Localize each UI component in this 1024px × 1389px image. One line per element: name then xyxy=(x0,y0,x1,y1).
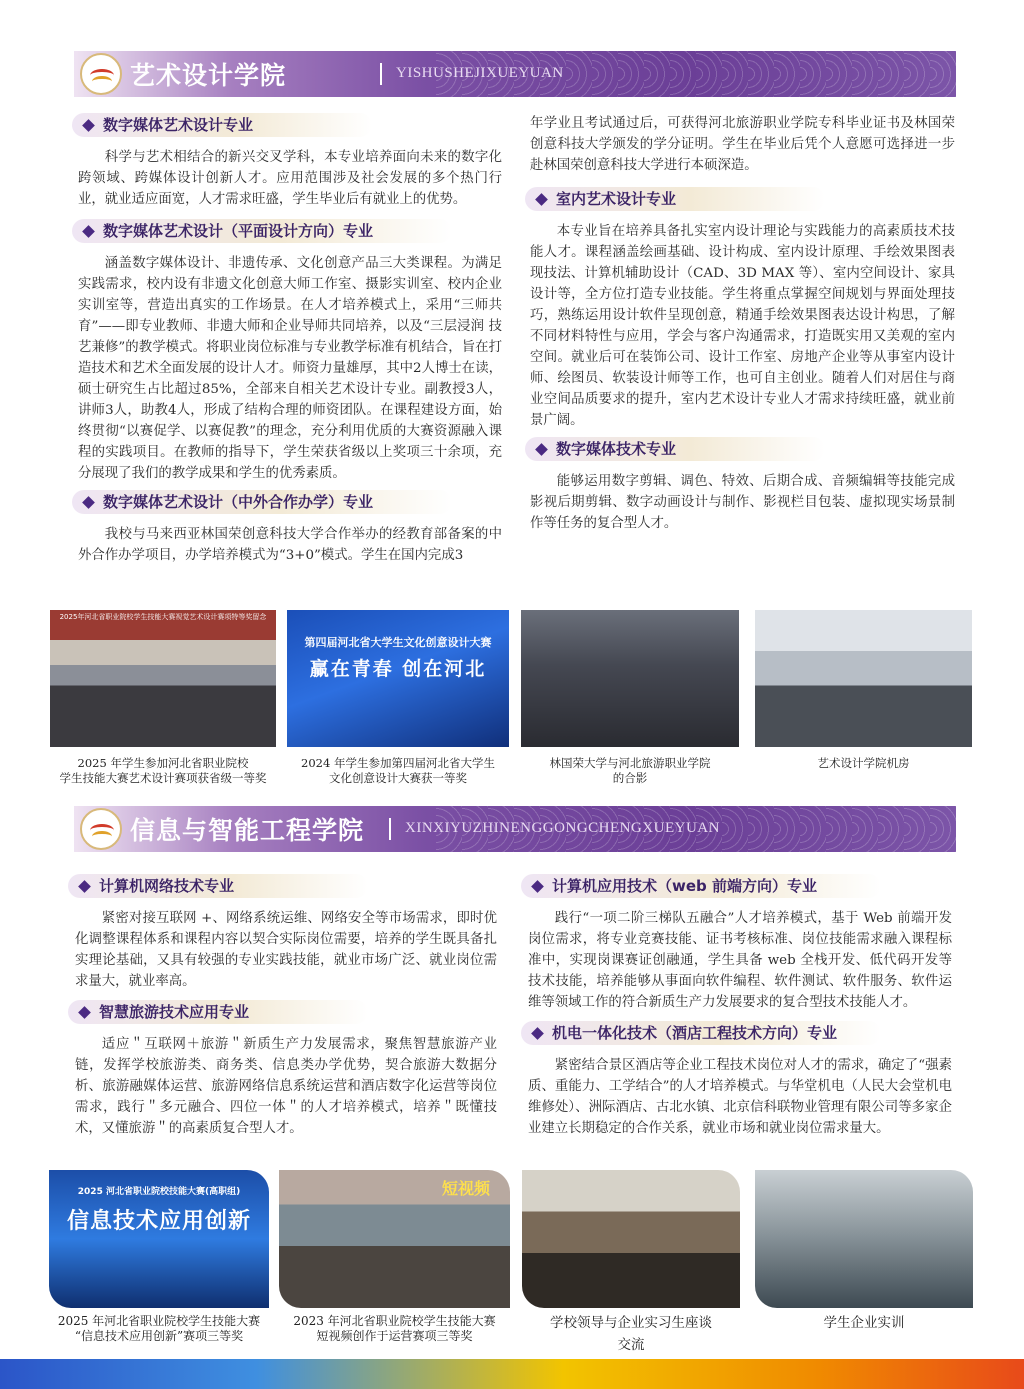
college-title: 信息与智能工程学院 xyxy=(130,816,365,845)
photo-caption: 艺术设计学院机房 xyxy=(817,756,910,770)
photo-caption: 2023 年河北省职业院校学生技能大赛 短视频创作于运营赛项三等奖 xyxy=(293,1314,496,1343)
section-banner-art-design xyxy=(74,51,956,97)
major-heading: 室内艺术设计专业 xyxy=(525,187,825,211)
photo-caption: 学生企业实训 xyxy=(823,1315,905,1331)
diamond-icon xyxy=(82,496,95,509)
college-pinyin: YISHUSHEJIXUEYUAN xyxy=(396,65,564,81)
major-description: 能够运用数字剪辑、调色、特效、后期合成、音频编辑等技能完成影视后期剪辑、数字动画设计与制作、影视栏目包装、虚拟现实场景制作等任务的复合型人才。 xyxy=(530,474,955,531)
major-description: 涵盖数字媒体设计、非遗传承、文化创意产品三大类课程。为满足实践需求，校内设有非遗文化创意大师工作室、摄影实训室、校内企业实训室等，营造出真实的工作场景。在人才培养模式上，采用“三师共育”——即专业教师、非遗大师和企业导师共同培养，以及“三层浸润 技艺兼修”的教学模式。将职业岗位标准与专业教学标准有机结合，旨在打造技术和艺术全面发展的设计人才。师资力量雄厚，其中2人博士在读，硕士研究生占比超过85%，全部来自相关艺术设计专业。副教授3人，讲师3人，助教4人，形成了结构合理的师资团队。在课程建设方面，始终贯彻“以赛促学、以赛促教”的理念，充分利用优质的大赛资源融入课程的实践项目。在教师的指导下，学生荣获省级以上奖项三十余项，充分展现了我们的教学成果和学生的优秀素质。 xyxy=(78,256,502,481)
diamond-icon xyxy=(78,1006,91,1019)
photo-caption: 2025 年学生参加河北省职业院校 学生技能大赛艺术设计赛项获省级一等奖 xyxy=(59,756,267,785)
school-logo-icon xyxy=(80,808,122,850)
diamond-icon xyxy=(531,1027,544,1040)
photo-caption: 2025 年河北省职业院校学生技能大赛 “信息技术应用创新”赛项三等奖 xyxy=(57,1314,261,1343)
major-description: 适应＂互联网＋旅游＂新质生产力发展需求，聚焦智慧旅游产业链，发挥学校旅游类、商务类、信息类办学优势，契合旅游大数据分析、旅游融媒体运营、旅游网络信息系统运营和酒店数字化运营等岗位需求，践行＂多元融合、四位一体＂的人才培养模式，培养＂既懂技术，又懂旅游＂的高素质复合型人才。 xyxy=(75,1037,497,1136)
major-heading: 数字媒体艺术设计专业 xyxy=(72,113,372,137)
diamond-icon xyxy=(531,880,544,893)
diamond-icon xyxy=(535,193,548,206)
school-logo-icon xyxy=(80,53,122,95)
photo-enterprise-meeting xyxy=(522,1170,740,1308)
major-heading: 计算机应用技术（web 前端方向）专业 xyxy=(521,874,881,898)
major-description: 紧密结合景区酒店等企业工程技术岗位对人才的需求，确定了“强素质、重能力、工学结合”的人才培养模式。与华堂机电（人民大会堂机电维修处）、洲际酒店、古北水镇、北京信科联物业管理有限公司等多家企业建立长期稳定的合作关系，就业市场和就业岗位需求量大。 xyxy=(528,1058,952,1136)
major-heading: 机电一体化技术（酒店工程技术方向）专业 xyxy=(521,1021,881,1045)
diamond-icon xyxy=(82,225,95,238)
major-heading: 智慧旅游技术应用专业 xyxy=(68,1000,368,1024)
bottom-color-bar xyxy=(0,1359,1024,1389)
major-description-continued: 年学业且考试通过后，可获得河北旅游职业学院专科毕业证书及林国荣创意科技大学颁发的学分证明。学生在毕业后凭个人意愿可选择进一步赴林国荣创意科技大学进行本硕深造。 xyxy=(530,116,955,173)
photo-caption: 林国荣大学与河北旅游职业学院 的合影 xyxy=(549,756,711,785)
title-separator xyxy=(389,818,391,840)
photo-enterprise-training xyxy=(755,1170,973,1308)
major-heading: 数字媒体艺术设计（平面设计方向）专业 xyxy=(72,219,452,243)
diamond-icon xyxy=(535,443,548,456)
photo-short-video-award: 短视频 xyxy=(279,1170,510,1308)
major-heading: 数字媒体技术专业 xyxy=(525,437,825,461)
photo-caption: 2024 年学生参加第四届河北省大学生 文化创意设计大赛获一等奖 xyxy=(301,756,495,785)
major-heading: 数字媒体艺术设计（中外合作办学）专业 xyxy=(72,490,452,514)
college-title: 艺术设计学院 xyxy=(130,61,287,90)
photo-computer-lab xyxy=(755,610,972,747)
college-pinyin: XINXIYUZHINENGGONGCHENGXUEYUAN xyxy=(405,820,720,836)
major-heading: 计算机网络技术专业 xyxy=(68,874,368,898)
major-description: 本专业旨在培养具备扎实室内设计理论与实践能力的高素质技术技能人才。课程涵盖绘画基础、设计构成、室内设计原理、手绘效果图表现技法、计算机辅助设计（CAD、3D MAX 等）、室内空间设计、家具设计等，全方位打造专业技能。学生将重点掌握空间规划与界面处理技巧，熟练运用设计软件呈现创意，精通手绘效果图表达设计构思，了解不同材料特性与应用，学会与客户沟通需求，打造既实用又美观的室内空间。就业后可在装饰公司、设计工作室、房地产企业等从事室内设计师、绘图员、软装设计师等工作，也可自主创业。随着人们对居住与商业空间品质要求的提升，室内艺术设计专业人才需求持续旺盛，就业前景广阔。 xyxy=(530,224,955,428)
photo-caption: 学校领导与企业实习生座谈 交流 xyxy=(550,1315,712,1353)
photo-creative-contest: 第四届河北省大学生文化创意设计大赛 赢在青春 创在河北 xyxy=(287,610,509,747)
photo-university-group xyxy=(521,610,739,747)
diamond-icon xyxy=(82,119,95,132)
major-description: 我校与马来西亚林国荣创意科技大学合作举办的经教育部备案的中外合作办学项目，办学培养模式为“3+0”模式。学生在国内完成3 xyxy=(78,527,502,563)
section-banner-info-engineering xyxy=(74,806,956,852)
major-description: 科学与艺术相结合的新兴交叉学科，本专业培养面向未来的数字化跨领域、跨媒体设计创新人才。应用范围涉及社会发展的多个热门行业，就业适应面宽，人才需求旺盛，学生毕业后有就业上的优势。 xyxy=(78,150,502,207)
major-description: 践行“一项二阶三梯队五融合”人才培养模式，基于 Web 前端开发岗位需求，将专业竞赛技能、证书考核标准、岗位技能需求融入课程标准中，实现岗课赛证创融通，学生具备 web 全栈开发、低代码开发等技术技能，培养能够从事面向软件编程、软件测试、软件服务、软件运维等领域工作的符合新质生产力发展要求的复合型技术技能人才。 xyxy=(528,911,952,1010)
photo-it-innovation-award: 2025 河北省职业院校技能大赛(高职组) 信息技术应用创新 xyxy=(49,1170,269,1308)
diamond-icon xyxy=(78,880,91,893)
title-separator xyxy=(380,63,382,85)
major-description: 紧密对接互联网 +、网络系统运维、网络安全等市场需求，即时优化调整课程体系和课程内容以契合实际岗位需要，培养的学生既具备扎实理论基础，又具有较强的专业实践技能，就业市场广泛、就业岗位需求量大，就业率高。 xyxy=(75,911,497,989)
photo-competition-group: 2025年河北省职业院校学生技能大赛视觉艺术设计赛项特等奖留念 xyxy=(50,610,276,747)
